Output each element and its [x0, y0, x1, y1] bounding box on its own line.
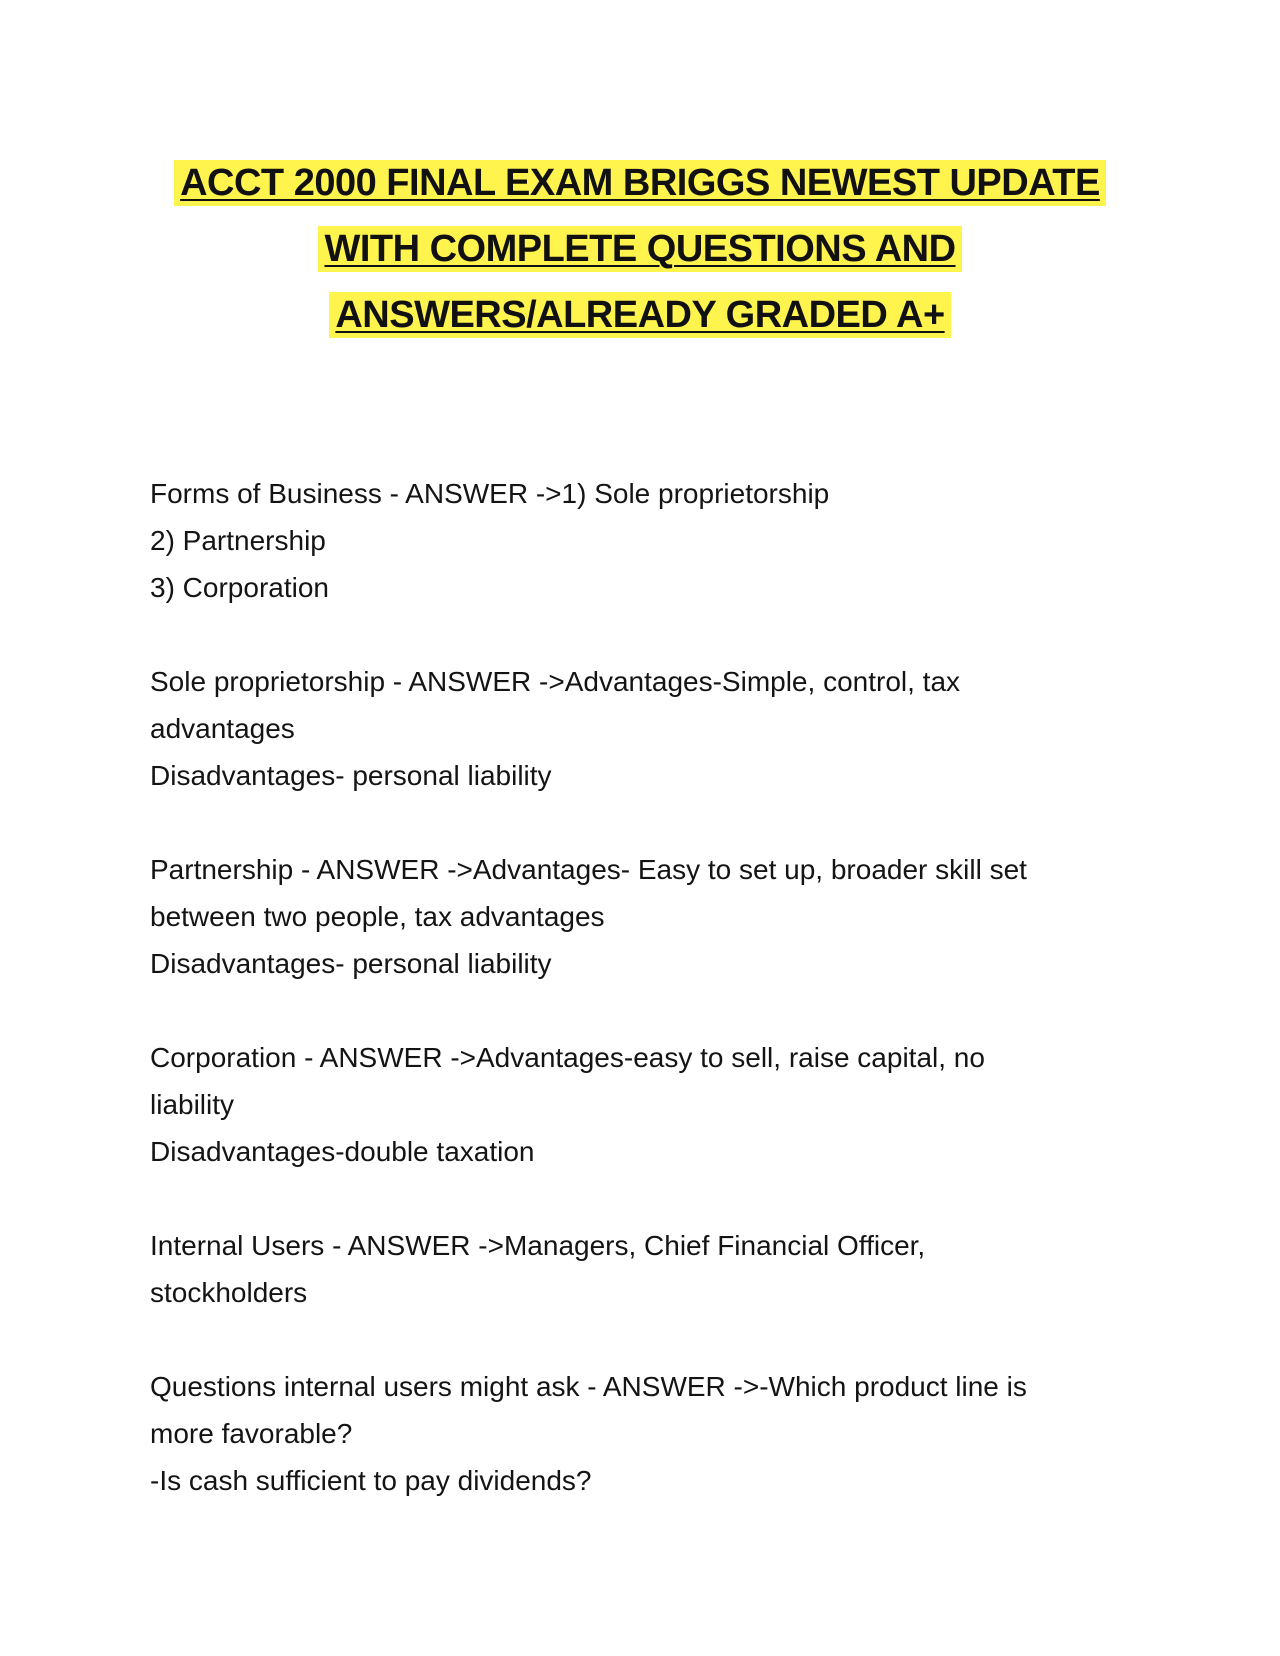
- qa-line: Sole proprietorship - ANSWER ->Advantages-Simple, control, tax: [150, 666, 961, 697]
- qa-line: between two people, tax advantages: [150, 901, 605, 932]
- title-text-2: WITH COMPLETE QUESTIONS AND: [318, 226, 961, 272]
- qa-entry-corporation: [150, 1034, 1130, 1175]
- qa-line: Disadvantages-double taxation: [150, 1136, 535, 1167]
- title-line-2: [120, 216, 1160, 282]
- qa-line: Disadvantages- personal liability: [150, 760, 552, 791]
- qa-line: Forms of Business - ANSWER ->1) Sole proprietorship: [150, 478, 830, 509]
- title-line-3: [120, 282, 1160, 348]
- qa-line: Corporation - ANSWER ->Advantages-easy to sell, raise capital, no: [150, 1042, 985, 1073]
- qa-line: Questions internal users might ask - ANSWER ->-Which product line is: [150, 1371, 1027, 1402]
- qa-entry-sole-proprietorship: [150, 658, 1130, 799]
- qa-line: more favorable?: [150, 1418, 353, 1449]
- document-title: [120, 150, 1160, 348]
- qa-line: Disadvantages- personal liability: [150, 948, 552, 979]
- qa-line: liability: [150, 1089, 235, 1120]
- qa-line: 2) Partnership: [150, 525, 326, 556]
- qa-line: Partnership - ANSWER ->Advantages- Easy to set up, broader skill set: [150, 854, 1027, 885]
- qa-line: Internal Users - ANSWER ->Managers, Chief Financial Officer,: [150, 1230, 926, 1261]
- qa-line: -Is cash sufficient to pay dividends?: [150, 1465, 592, 1496]
- title-text-1: ACCT 2000 FINAL EXAM BRIGGS NEWEST UPDATE: [174, 160, 1106, 206]
- qa-entry-internal-user-questions: [150, 1363, 1130, 1504]
- qa-line: stockholders: [150, 1277, 308, 1308]
- qa-entry-internal-users: [150, 1222, 1130, 1316]
- qa-list: [150, 470, 1130, 1551]
- qa-line: 3) Corporation: [150, 572, 329, 603]
- qa-entry-forms-of-business: [150, 470, 1130, 611]
- title-line-1: [120, 150, 1160, 216]
- title-text-3: ANSWERS/ALREADY GRADED A+: [329, 292, 950, 338]
- qa-line: advantages: [150, 713, 295, 744]
- qa-entry-partnership: [150, 846, 1130, 987]
